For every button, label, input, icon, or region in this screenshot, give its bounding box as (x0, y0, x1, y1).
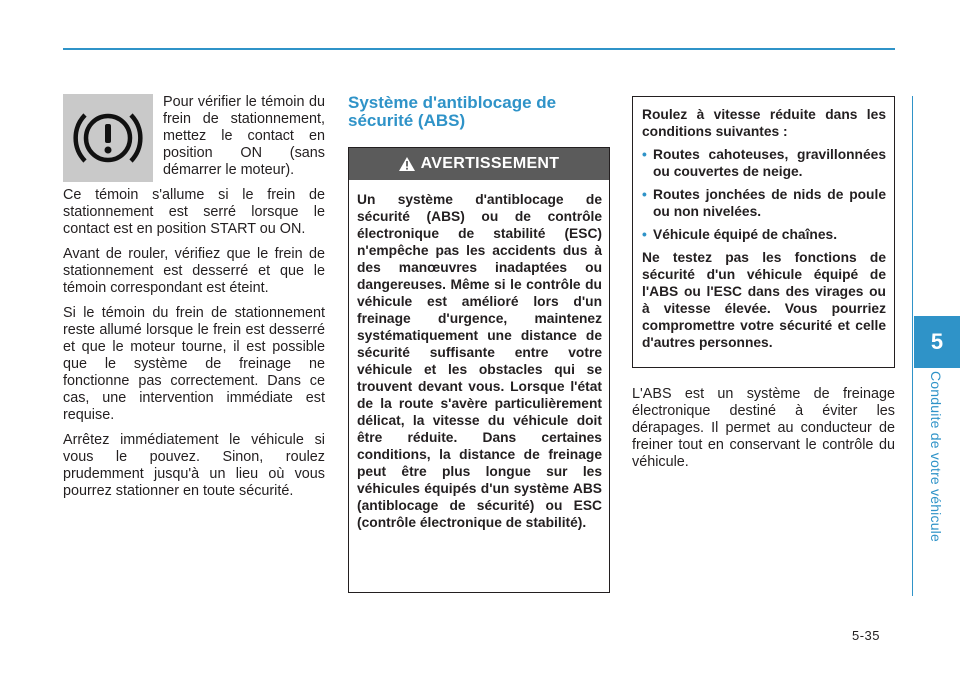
warning-triangle-icon (399, 157, 415, 171)
warning-header-label: AVERTISSEMENT (420, 155, 560, 172)
section-title: Système d'antiblocage de sécurité (ABS) (348, 93, 557, 130)
column-abs (348, 94, 610, 593)
side-rule (912, 96, 913, 596)
intro-text: Pour vérifier le témoin du frein de stationnement, mettez le contact en position ON (sans démarrer le moteur). (163, 94, 325, 178)
header-rule (63, 48, 895, 50)
warning-header (349, 148, 609, 180)
page-number: 5-35 (852, 628, 881, 643)
list-item (642, 146, 886, 180)
bullet-icon: • (642, 147, 647, 162)
caution-intro: Roulez à vitesse réduite dans les conditions suivantes : (642, 107, 886, 139)
list-item (642, 226, 886, 243)
paragraph: Si le témoin du frein de stationnement reste allumé lorsque le frein est desserré et que le moteur tourne, il est possible que le système de freinage ne fonctionne pas correctement. Dans ce cas, une intervention immédiate est requise. (63, 305, 325, 423)
paragraph: Arrêtez immédiatement le véhicule si vous le pouvez. Sinon, roulez prudemment jusqu'à un lieu où vous pourrez stationner en toute sécurité. (63, 432, 325, 499)
warning-body: Un système d'antiblocage de sécurité (ABS) ou de contrôle électronique de stabilité (ESC) n'empêche pas les accidents dus à des manœuvres inadaptées ou dangereuses. Même si le contrôle du véhicule est amélioré lors d'un freinage d'urgence, maintenez systématiquement une distance de sécurité suffisante entre votre véhicule et les obstacles qui se trouvent devant vous. Lorsque l'état de la route s'avère particulièrement délicat, la vitesse du véhicule doit être réduite. Dans certaines conditions, la distance de freinage peut être plus longue sur les véhicules équipés d'un système ABS (antiblocage de sécurité) ou ESC (contrôle électronique de stabilité). (357, 192, 602, 530)
paragraph: Avant de rouler, vérifiez que le frein de stationnement est desserré et que le témoin correspondant est éteint. (63, 246, 325, 296)
list-item (642, 186, 886, 220)
brake-warning-icon (63, 94, 153, 182)
warning-box (348, 147, 610, 593)
abs-description: L'ABS est un système de freinage électronique destiné à éviter les dérapages. Il permet au conducteur de freiner tout en conservant le contrôle du véhicule. (632, 386, 895, 470)
list-item-text: Véhicule équipé de chaînes. (653, 227, 838, 242)
column-caution (632, 96, 895, 471)
bullet-icon: • (642, 187, 647, 202)
caution-box (632, 96, 895, 368)
caution-closing: Ne testez pas les fonctions de sécurité d'un véhicule équipé de l'ABS ou l'ESC dans des virages ou à vitesse élevée. Vous pourriez compromettre votre sécurité et celle d'autres personnes. (642, 250, 886, 350)
paragraph: Ce témoin s'allume si le frein de stationnement est serré lorsque le contact est en position START ou ON. (63, 187, 325, 237)
chapter-title: Conduite de votre véhicule (928, 370, 944, 542)
list-item-text: Routes cahoteuses, gravillonnées ou couvertes de neige. (653, 147, 886, 179)
chapter-number-tab[interactable]: 5 (914, 316, 960, 368)
list-item-text: Routes jonchées de nids de poule ou non nivelées. (653, 187, 886, 219)
column-parking-brake (63, 94, 325, 508)
bullet-icon: • (642, 227, 647, 242)
caution-list (642, 146, 886, 243)
